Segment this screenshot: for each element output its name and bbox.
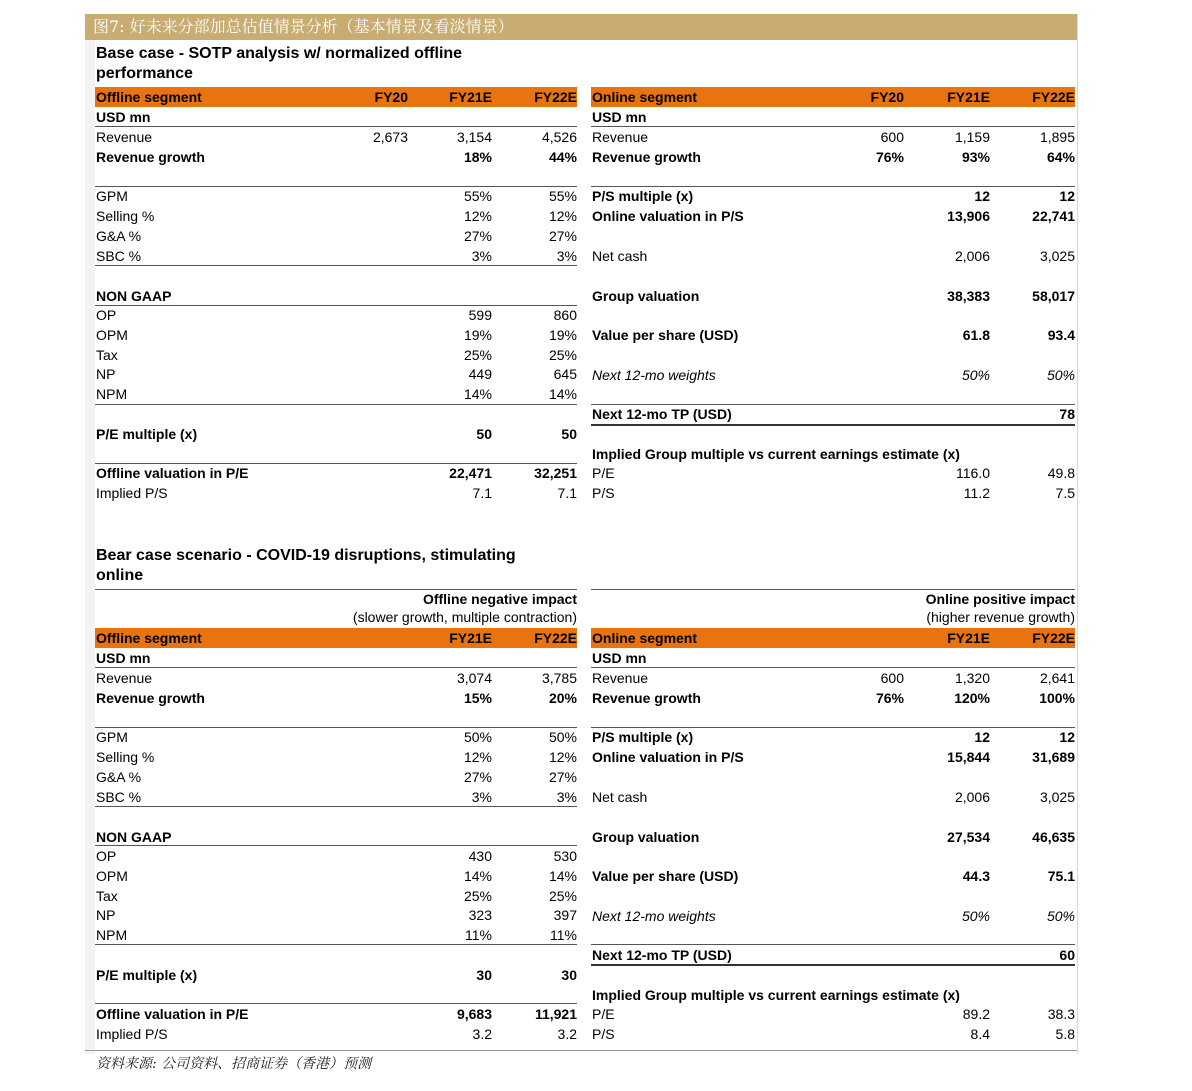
divider xyxy=(95,463,577,464)
base-online-header-fy21: FY21E xyxy=(947,89,990,105)
row-label: P/S multiple (x) xyxy=(592,188,694,204)
cell-fy22e: 12% xyxy=(548,208,577,224)
row-label: Revenue xyxy=(96,670,153,686)
divider xyxy=(591,404,1075,405)
cell-fy22e: 20% xyxy=(548,690,577,706)
cell-fy22e: 11,921 xyxy=(534,1006,577,1022)
cell-fy22e: 100% xyxy=(1039,690,1075,706)
row-label: Revenue growth xyxy=(592,690,701,706)
cell-fy21e: 12 xyxy=(974,188,990,204)
cell-fy21e: 12% xyxy=(463,749,492,765)
cell-fy21e: 50% xyxy=(961,908,990,924)
divider xyxy=(591,727,1075,728)
cell-fy21e: 27,534 xyxy=(947,829,990,845)
cell-fy21e: 22,471 xyxy=(449,465,492,481)
bear-online-usd: USD mn xyxy=(592,650,647,666)
row-label: Offline valuation in P/E xyxy=(96,465,249,481)
row-label: Next 12-mo TP (USD) xyxy=(592,406,732,422)
row-label: Value per share (USD) xyxy=(592,327,739,343)
row-label: P/E xyxy=(592,1006,615,1022)
row-label: NON GAAP xyxy=(96,829,172,845)
cell-fy22e: 11% xyxy=(550,927,577,943)
bear-online-header-label: Online segment xyxy=(592,630,698,646)
cell-fy22e: 3.2 xyxy=(557,1026,577,1042)
row-label: Value per share (USD) xyxy=(592,868,739,884)
cell-fy22e: 49.8 xyxy=(1047,465,1075,481)
cell-fy22e: 12 xyxy=(1059,188,1075,204)
cell-fy22e: 55% xyxy=(548,188,577,204)
divider xyxy=(95,667,577,668)
cell-fy20: 600 xyxy=(880,670,904,686)
base-online-header-label: Online segment xyxy=(592,89,698,105)
row-label: Revenue growth xyxy=(592,149,701,165)
cell-fy22e: 3,025 xyxy=(1039,789,1075,805)
row-label: GPM xyxy=(96,188,128,204)
cell-fy22e: 7.5 xyxy=(1055,485,1075,501)
row-label: Tax xyxy=(96,888,118,904)
cell-fy21e: 116.0 xyxy=(956,465,990,481)
base-online-usd: USD mn xyxy=(592,109,647,125)
cell-fy22e: 1,895 xyxy=(1039,129,1075,145)
row-label: NP xyxy=(96,907,116,923)
base-title-line2: performance xyxy=(96,65,193,82)
cell-fy21e: 89.2 xyxy=(962,1006,990,1022)
right-border xyxy=(1077,14,1078,1054)
cell-fy21e: 19% xyxy=(463,327,492,343)
divider xyxy=(591,944,1075,945)
row-label: NON GAAP xyxy=(96,288,172,304)
cell-fy21e: 18% xyxy=(463,149,492,165)
row-label: Revenue growth xyxy=(96,149,205,165)
bear-title-line2: online xyxy=(96,567,144,584)
cell-fy22e: 5.8 xyxy=(1055,1026,1075,1042)
row-label: Implied P/S xyxy=(96,485,168,501)
cell-fy22e: 4,526 xyxy=(541,129,577,145)
cell-fy21e: 3% xyxy=(471,789,492,805)
bear-offline-header-fy21: FY21E xyxy=(449,630,492,646)
cell-fy22e: 12% xyxy=(548,749,577,765)
divider xyxy=(95,305,577,306)
bottom-rule xyxy=(85,1050,1077,1051)
base-offline-header-label: Offline segment xyxy=(96,89,202,105)
cell-fy22e: 58,017 xyxy=(1032,288,1075,304)
row-label: P/S xyxy=(592,1026,615,1042)
cell-fy22e: 530 xyxy=(553,848,577,864)
cell-fy22e: 25% xyxy=(548,347,577,363)
row-label: P/E multiple (x) xyxy=(96,967,198,983)
row-label: Revenue xyxy=(592,670,649,686)
cell-fy22e: 27% xyxy=(548,228,577,244)
cell-fy21e: 3,154 xyxy=(456,129,492,145)
row-label: P/S xyxy=(592,485,615,501)
divider xyxy=(95,1003,577,1004)
row-label: P/E xyxy=(592,465,615,481)
cell-fy21e: 12 xyxy=(974,729,990,745)
row-label: OP xyxy=(96,307,117,323)
cell-fy21e: 3% xyxy=(471,248,492,264)
divider xyxy=(95,806,577,807)
cell-fy22e: 46,635 xyxy=(1032,829,1075,845)
bear-offline-header-label: Offline segment xyxy=(96,630,202,646)
row-label: Online valuation in P/S xyxy=(592,208,744,224)
base-offline-usd: USD mn xyxy=(96,109,151,125)
row-label: Offline valuation in P/E xyxy=(96,1006,249,1022)
row-label: G&A % xyxy=(96,228,142,244)
cell-fy21e: 11.2 xyxy=(963,485,990,501)
cell-fy21e: 9,683 xyxy=(456,1006,492,1022)
row-label: Revenue growth xyxy=(96,690,205,706)
row-label: OPM xyxy=(96,327,128,343)
cell-fy21e: 50% xyxy=(961,367,990,383)
cell-fy21e: 14% xyxy=(463,386,492,402)
cell-fy21e: 7.1 xyxy=(472,485,492,501)
row-label: Next 12-mo TP (USD) xyxy=(592,947,732,963)
row-label: P/E multiple (x) xyxy=(96,426,198,442)
row-label: Online valuation in P/S xyxy=(592,749,744,765)
cell-fy21e: 44.3 xyxy=(962,868,990,884)
figure-title: 图7: 好未来分部加总估值情景分析（基本情景及看淡情景） xyxy=(85,14,1077,40)
divider xyxy=(591,964,1075,966)
cell-fy22e: 645 xyxy=(553,366,577,382)
row-label: NPM xyxy=(96,386,128,402)
divider xyxy=(95,126,577,127)
cell-fy21e: 30 xyxy=(476,967,492,983)
cell-fy22e: 60 xyxy=(1059,947,1075,963)
divider xyxy=(591,186,1075,187)
divider xyxy=(95,845,577,846)
row-label: NPM xyxy=(96,927,128,943)
cell-fy21e: 12% xyxy=(463,208,492,224)
base-online-header-fy22: FY22E xyxy=(1032,89,1075,105)
cell-fy22e: 2,641 xyxy=(1039,670,1075,686)
row-label: Revenue xyxy=(592,129,649,145)
cell-fy22e: 75.1 xyxy=(1047,868,1075,884)
divider xyxy=(591,424,1075,426)
divider xyxy=(95,727,577,728)
cell-fy22e: 44% xyxy=(548,149,577,165)
cell-fy22e: 860 xyxy=(553,307,577,323)
divider xyxy=(95,186,577,187)
row-label: Next 12-mo weights xyxy=(592,367,716,383)
cell-fy21e: 449 xyxy=(468,366,492,382)
row-label: Implied Group multiple vs current earnings estimate (x) xyxy=(592,446,960,462)
bear-online-impact: Online positive impact xyxy=(925,591,1075,607)
cell-fy21e: 1,320 xyxy=(954,670,990,686)
cell-fy21e: 27% xyxy=(463,769,492,785)
cell-fy22e: 3% xyxy=(556,789,577,805)
cell-fy20: 76% xyxy=(875,149,904,165)
row-label: SBC % xyxy=(96,248,142,264)
cell-fy22e: 31,689 xyxy=(1032,749,1075,765)
cell-fy22e: 397 xyxy=(553,907,577,923)
row-label: GPM xyxy=(96,729,128,745)
row-label: Net cash xyxy=(592,248,648,264)
divider xyxy=(591,126,1075,127)
row-label: G&A % xyxy=(96,769,142,785)
row-label: Group valuation xyxy=(592,288,700,304)
cell-fy22e: 7.1 xyxy=(557,485,577,501)
cell-fy21e: 50% xyxy=(463,729,492,745)
cell-fy21e: 11% xyxy=(465,927,492,943)
cell-fy21e: 25% xyxy=(463,888,492,904)
cell-fy20: 600 xyxy=(880,129,904,145)
base-online-header-fy20: FY20 xyxy=(870,89,904,105)
base-offline-header-fy21: FY21E xyxy=(449,89,492,105)
cell-fy21e: 3.2 xyxy=(472,1026,492,1042)
divider xyxy=(95,404,577,405)
cell-fy22e: 22,741 xyxy=(1032,208,1075,224)
bear-online-header-fy22: FY22E xyxy=(1032,630,1075,646)
footer-source: 资料来源: 公司资料、招商证券（香港）预测 xyxy=(96,1056,372,1072)
cell-fy22e: 3,025 xyxy=(1039,248,1075,264)
base-offline-header-fy22: FY22E xyxy=(534,89,577,105)
cell-fy20: 2,673 xyxy=(372,129,408,145)
cell-fy21e: 2,006 xyxy=(954,789,990,805)
bear-offline-impact: Offline negative impact xyxy=(422,591,577,607)
row-label: Group valuation xyxy=(592,829,700,845)
row-label: P/S multiple (x) xyxy=(592,729,694,745)
cell-fy22e: 50% xyxy=(1046,908,1075,924)
row-label: Net cash xyxy=(592,789,648,805)
cell-fy22e: 50% xyxy=(1046,367,1075,383)
cell-fy22e: 14% xyxy=(548,868,577,884)
cell-fy22e: 50% xyxy=(548,729,577,745)
cell-fy22e: 30 xyxy=(561,967,577,983)
bear-offline-impact-sub: (slower growth, multiple contraction) xyxy=(352,609,577,625)
cell-fy22e: 50 xyxy=(561,426,577,442)
cell-fy22e: 12 xyxy=(1059,729,1075,745)
cell-fy21e: 50 xyxy=(476,426,492,442)
cell-fy21e: 8.4 xyxy=(970,1026,990,1042)
cell-fy22e: 38.3 xyxy=(1047,1006,1075,1022)
row-label: Selling % xyxy=(96,749,155,765)
cell-fy22e: 25% xyxy=(548,888,577,904)
bear-offline-header-fy22: FY22E xyxy=(534,630,577,646)
cell-fy21e: 15,844 xyxy=(947,749,990,765)
cell-fy21e: 27% xyxy=(463,228,492,244)
cell-fy21e: 38,383 xyxy=(947,288,990,304)
cell-fy21e: 15% xyxy=(463,690,492,706)
cell-fy21e: 14% xyxy=(463,868,492,884)
divider xyxy=(591,667,1075,668)
base-offline-header-fy20: FY20 xyxy=(374,89,408,105)
row-label: Implied P/S xyxy=(96,1026,168,1042)
row-label: Next 12-mo weights xyxy=(592,908,716,924)
cell-fy22e: 32,251 xyxy=(534,465,577,481)
bear-title-line1: Bear case scenario - COVID-19 disruptions, stimulating xyxy=(96,547,516,564)
base-title-line1: Base case - SOTP analysis w/ normalized offline xyxy=(96,45,463,62)
cell-fy21e: 3,074 xyxy=(456,670,492,686)
cell-fy22e: 3,785 xyxy=(541,670,577,686)
cell-fy21e: 120% xyxy=(954,690,990,706)
cell-fy21e: 13,906 xyxy=(947,208,990,224)
cell-fy22e: 64% xyxy=(1046,149,1075,165)
row-label: OP xyxy=(96,848,117,864)
cell-fy21e: 323 xyxy=(468,907,492,923)
divider xyxy=(95,944,577,945)
row-label: Tax xyxy=(96,347,118,363)
cell-fy22e: 14% xyxy=(548,386,577,402)
cell-fy21e: 93% xyxy=(961,149,990,165)
bear-offline-usd: USD mn xyxy=(96,650,151,666)
row-label: SBC % xyxy=(96,789,142,805)
bear-online-header-fy21: FY21E xyxy=(947,630,990,646)
cell-fy21e: 55% xyxy=(463,188,492,204)
cell-fy22e: 27% xyxy=(548,769,577,785)
cell-fy21e: 2,006 xyxy=(954,248,990,264)
row-label: Selling % xyxy=(96,208,155,224)
cell-fy20: 76% xyxy=(875,690,904,706)
base-title xyxy=(96,44,556,84)
cell-fy22e: 3% xyxy=(556,248,577,264)
bear-title xyxy=(96,546,556,586)
bear-online-impact-sub: (higher revenue growth) xyxy=(926,609,1075,625)
cell-fy21e: 599 xyxy=(468,307,492,323)
cell-fy22e: 78 xyxy=(1059,406,1075,422)
cell-fy21e: 430 xyxy=(468,848,492,864)
divider xyxy=(95,265,577,266)
row-label: Revenue xyxy=(96,129,153,145)
cell-fy22e: 93.4 xyxy=(1047,327,1075,343)
cell-fy21e: 61.8 xyxy=(962,327,990,343)
cell-fy21e: 25% xyxy=(463,347,492,363)
row-label: OPM xyxy=(96,868,128,884)
row-label: NP xyxy=(96,366,116,382)
cell-fy22e: 19% xyxy=(548,327,577,343)
left-gutter xyxy=(85,40,95,1054)
cell-fy21e: 1,159 xyxy=(954,129,990,145)
row-label: Implied Group multiple vs current earnings estimate (x) xyxy=(592,987,960,1003)
